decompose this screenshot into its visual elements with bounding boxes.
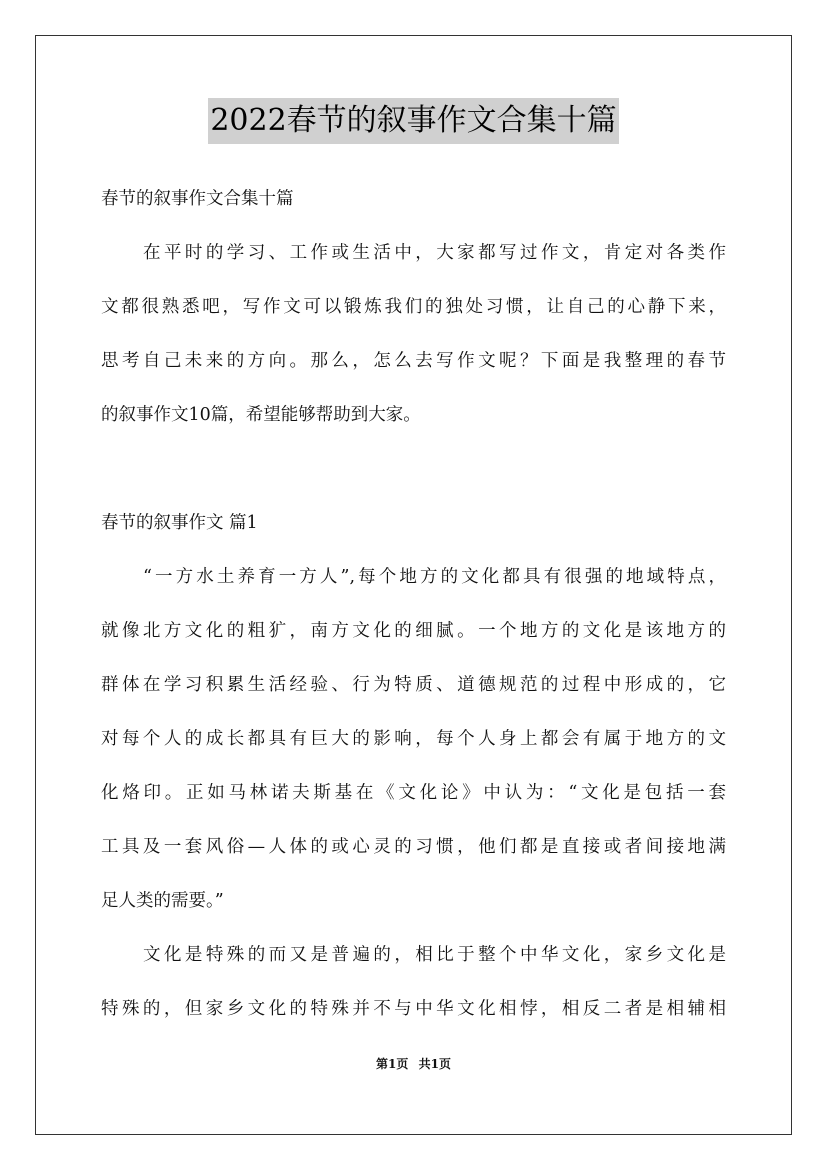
section-heading: 春节的叙事作文 篇1 (101, 513, 258, 533)
paragraph-line: 化烙印。正如马林诺夫斯基在《文化论》中认为：“文化是包括一套 (101, 783, 726, 803)
document-subtitle: 春节的叙事作文合集十篇 (101, 189, 294, 209)
page-total: 共1页 (418, 1057, 451, 1071)
intro-line: 思考自己未来的方向。那么，怎么去写作文呢？下面是我整理的春节 (101, 351, 726, 371)
intro-line: 在平时的学习、工作或生活中，大家都写过作文，肯定对各类作 (143, 243, 726, 263)
paragraph-line: “一方水土养育一方人”,每个地方的文化都具有很强的地域特点， (143, 567, 726, 587)
paragraph-line: 足人类的需要。” (101, 891, 224, 911)
document-title: 2022春节的叙事作文合集十篇 (208, 98, 618, 144)
intro-line: 文都很熟悉吧，写作文可以锻炼我们的独处习惯，让自己的心静下来， (101, 297, 726, 317)
page-number: 第1页 (376, 1057, 409, 1071)
paragraph-line: 群体在学习积累生活经验、行为特质、道德规范的过程中形成的，它 (101, 675, 726, 695)
page-footer (0, 1055, 827, 1072)
paragraph-line: 文化是特殊的而又是普遍的，相比于整个中华文化，家乡文化是 (143, 945, 726, 965)
paragraph-line: 特殊的，但家乡文化的特殊并不与中华文化相悖，相反二者是相辅相 (101, 999, 726, 1019)
paragraph-line: 对每个人的成长都具有巨大的影响，每个人身上都会有属于地方的文 (101, 729, 726, 749)
intro-line: 的叙事作文10篇，希望能够帮助到大家。 (101, 405, 421, 425)
paragraph-line: 工具及一套风俗—人体的或心灵的习惯，他们都是直接或者间接地满 (101, 837, 726, 857)
document-body (101, 172, 726, 1036)
title-container (0, 98, 827, 144)
paragraph-gap (101, 442, 726, 496)
paragraph-line: 就像北方文化的粗犷，南方文化的细腻。一个地方的文化是该地方的 (101, 621, 726, 641)
